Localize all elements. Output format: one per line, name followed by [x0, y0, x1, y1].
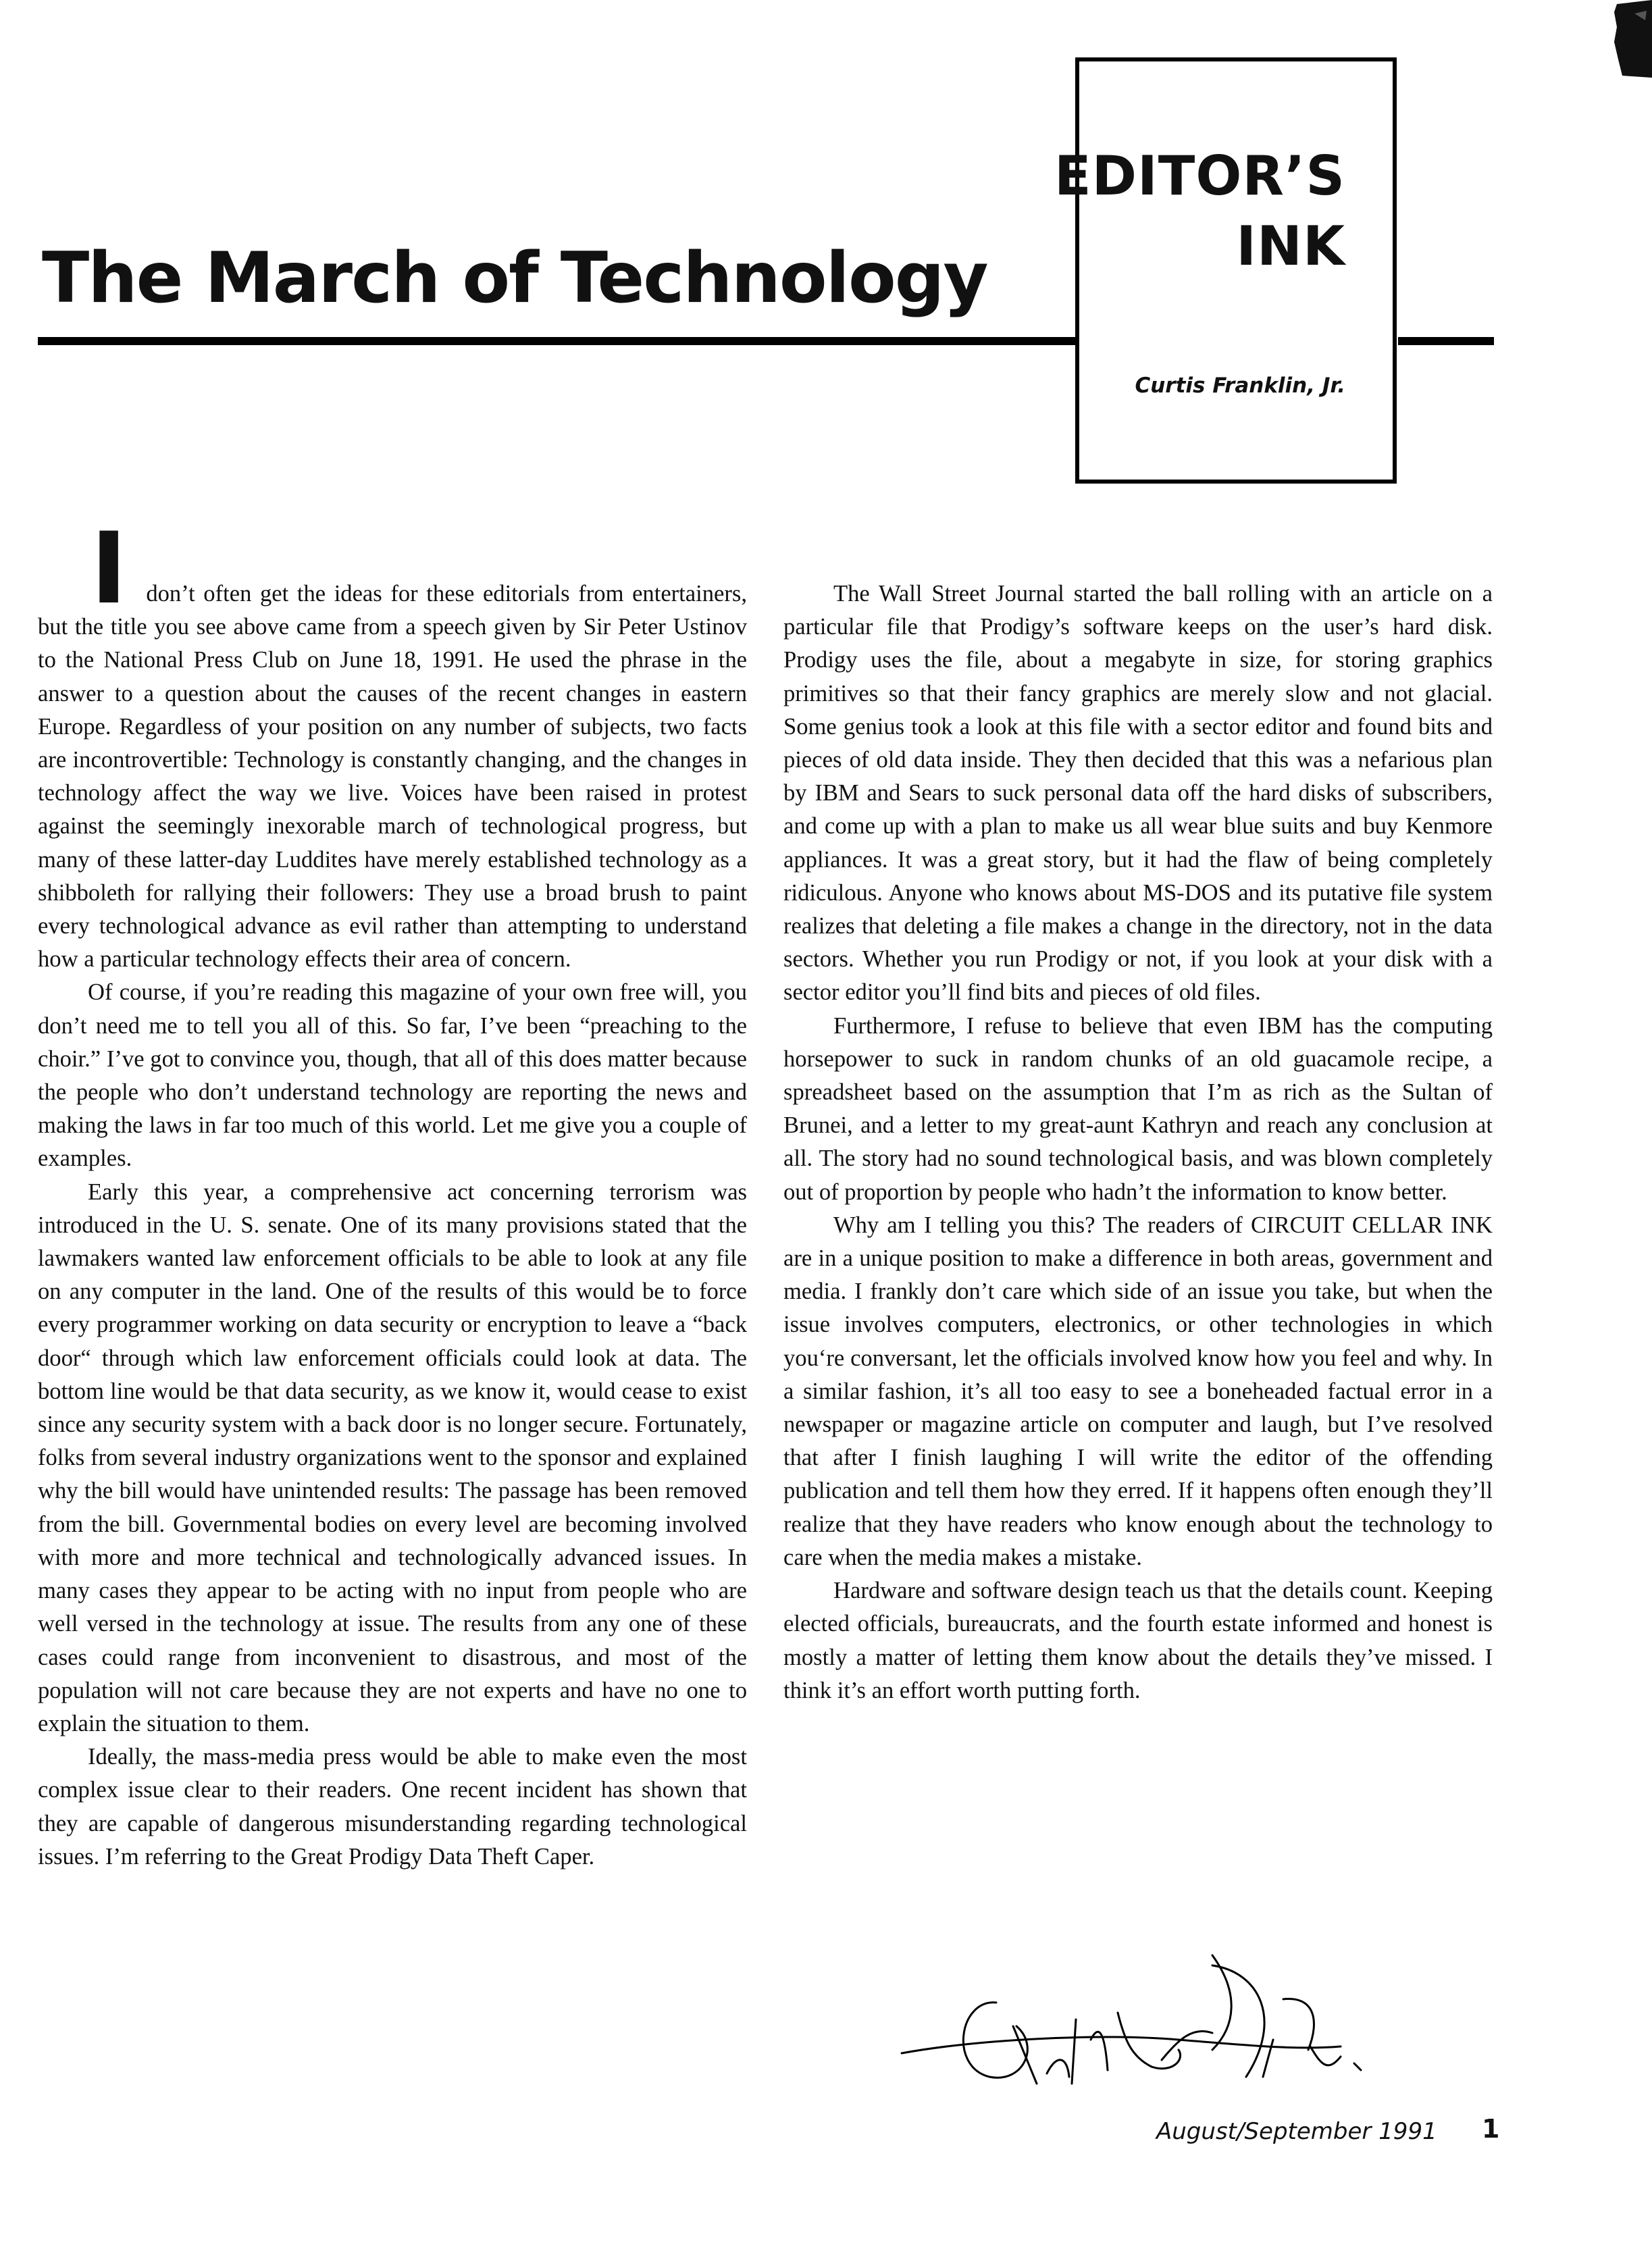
author-byline: Curtis Franklin, Jr. [1135, 373, 1345, 398]
title-rule-right [1398, 337, 1494, 345]
right-column [783, 577, 1493, 1707]
paragraph: Furthermore, I refuse to believe that even IBM has the computing horsepower to suck in random chunks of an old guacamole recipe, a spreadsheet based on the assumption that I’m as rich as the Sultan of Brunei, and a letter to my great-aunt Kathryn and reach any conclusion at all. The story had no sound technological basis, and was blown completely out of proportion by people who hadn’t the information to know better. [783, 1012, 1493, 1205]
paragraph: Early this year, a comprehensive act concerning terrorism was introduced in the U. S. senate. One of its many provisions stated that the lawmakers wanted law enforcement officials to be able to look at any file on any computer in the land. One of the results of this would be to force every programmer working on data security or encryption to leave a “back door“ through which law enforcement officials could look at data. The bottom line would be that data security, as we know it, would cease to exist since any security system with a back door is no longer secure. Fortunately, folks from several industry organizations went to the sponsor and explained why the bill would have unintended results: The passage has been removed from the bill. Governmental bodies on every level are becoming involved with more and more technical and technologically advanced issues. In many cases they appear to be acting with no input from people who are well versed in the technology at issue. The results from any one of these cases could range from inconvenient to disastrous, and most of the population will not care because they are not experts and have no one to explain the situation to them. [38, 1179, 747, 1736]
paragraph: Of course, if you’re reading this magazine of your own free will, you don’t need me to tell you all of this. So far, I’ve been “preaching to the choir.” I’ve got to convince you, though, that all of this does matter because the people who don’t understand technology are reporting the news and making the laws in far too much of this world. Let me give you a couple of examples. [38, 979, 747, 1172]
drop-cap: I [91, 511, 128, 626]
paragraph: Hardware and software design teach us that the details count. Keeping elected officials, bureaucrats, and the fourth estate informed and honest is mostly a matter of letting them know about the details they’ve missed. I think it’s an effort worth putting forth. [783, 1578, 1493, 1703]
article-title: The March of Technology [42, 238, 987, 319]
paragraph: The Wall Street Journal started the ball rolling with an article on a particular file that Prodigy’s software keeps on the user’s hard disk. Prodigy uses the file, about a megabyte in size, for storing graphics primitives so that their fancy graphics are merely slow and not glacial. Some genius took a look at this file with a sector editor and found bits and pieces of old data inside. They then decided that this was a nefarious plan by IBM and Sears to suck personal data off the hard disks of subscribers, and come up with a plan to make us all wear blue suits and buy Kenmore appliances. It was a great story, but it had the flaw of being completely ridiculous. Anyone who knows about MS-DOS and its putative file system realizes that deleting a file makes a change in the directory, not in the data sectors. Whether you run Prodigy or not, if you look at your disk with a sector editor you’ll find bits and pieces of old files. [783, 581, 1493, 1006]
page-number: 1 [1482, 2114, 1500, 2144]
paragraph-text: don’t often get the ideas for these editorials from entertainers, but the title you see above came from a speech given by Sir Peter Ustinov to the National Press Club on June 18, 1991. He used the phrase in the answer to a question about the causes of the recent changes in eastern Europe. Regardless of your position on any number of subjects, two facts are incontrovertible: Technology is constantly changing, and the changes in technology affect the way we live. Voices have been raised in protest against the seemingly inexorable march of technological progress, but many of these latter-day Luddites have merely established technology as a shibboleth for rallying their followers: They use a broad brush to paint every technological advance as evil rather than attempting to understand how a particular technology effects their area of concern. [38, 581, 747, 973]
scan-corner-mark [1607, 0, 1652, 78]
left-column [38, 511, 747, 1874]
paragraph [38, 511, 747, 976]
paragraph: Ideally, the mass-media press would be able to make even the most complex issue clear to their readers. One recent incident has shown that they are capable of dangerous misunderstanding regarding technological issues. I’m referring to the Great Prodigy Data Theft Caper. [38, 1744, 747, 1870]
column-name [1054, 141, 1345, 282]
handwritten-signature-icon [895, 1938, 1368, 2100]
column-name-line2: INK [1236, 215, 1345, 278]
column-name-line1: EDITOR’S [1054, 145, 1345, 207]
issue-date: August/September 1991 [1156, 2118, 1437, 2145]
editors-ink-box [1054, 57, 1397, 484]
paragraph: Why am I telling you this? The readers of CIRCUIT CELLAR INK are in a unique position to make a difference in both areas, government and media. I frankly don’t care which side of an issue you take, but when the issue involves computers, electronics, or other technologies in which you‘re conversant, let the officials involved know how you feel and why. In a similar fashion, it’s all too easy to see a boneheaded factual error in a newspaper or magazine article on computer and laugh, but I’ve resolved that after I finish laughing I will write the editor of the offending publication and tell them how they erred. If it happens often enough they’ll realize that they have readers who know enough about the technology to care when the media makes a mistake. [783, 1212, 1493, 1570]
title-rule-left [38, 337, 1078, 345]
